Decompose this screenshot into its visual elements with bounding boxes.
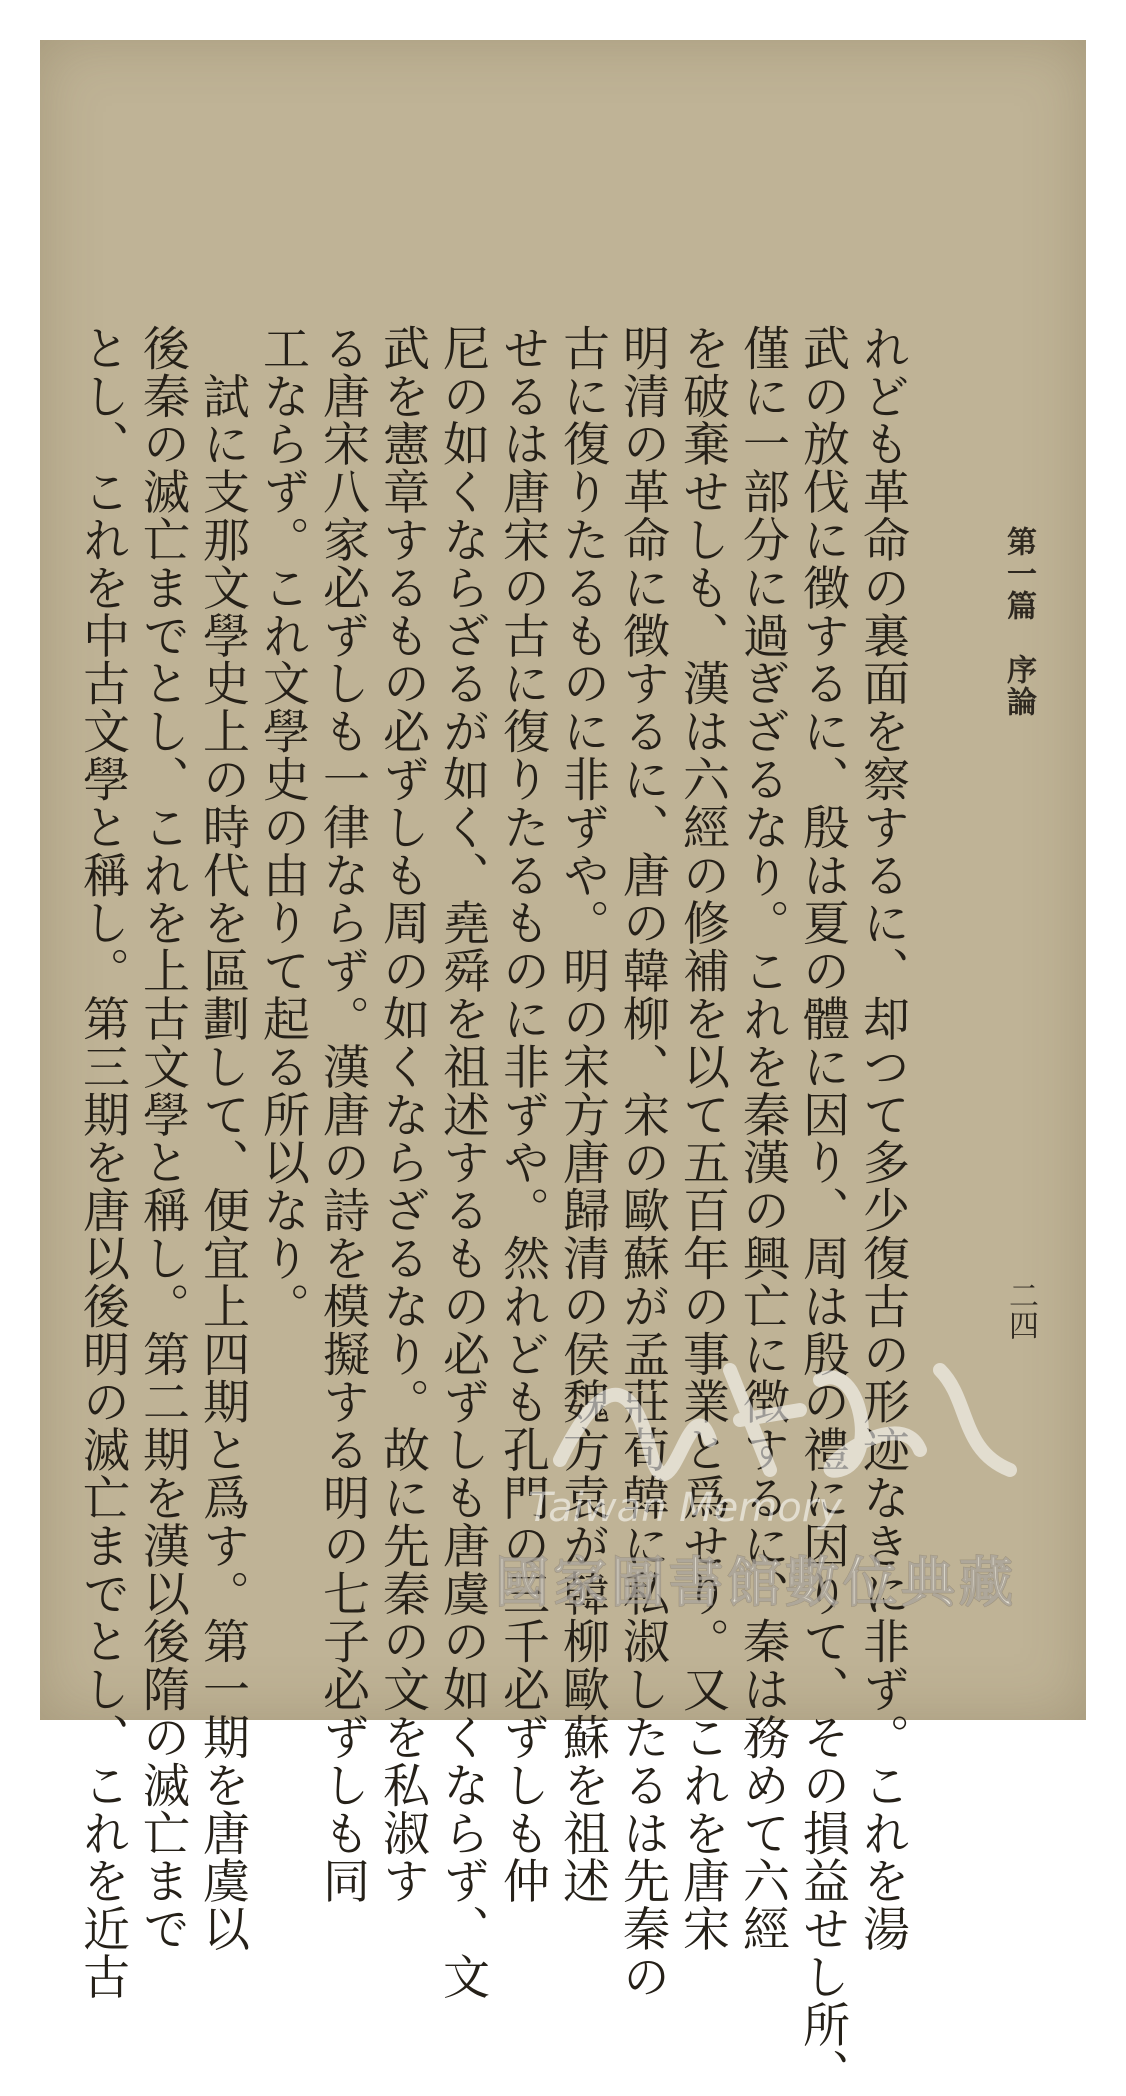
text-line: れども革命の裏面を察するに、却つて多少復古の形迹なきに非ず。これを湯 [855,324,910,1953]
text-line: 武の放伐に徴するに、殷は夏の體に因り、周は殷の禮に因りて、その損益せし所、 [795,324,850,2096]
text-line: 僅に一部分に過ぎざるなり。これを秦漢の興亡に徴するに、秦は務めて六經 [735,324,790,1953]
text-line: 後秦の滅亡までとし、これを上古文學と稱し。第二期を漢以後隋の滅亡まで [135,324,190,1953]
page-number: 二四 [1003,1280,1038,1340]
watermark-english: Taiwan Memory [528,1485,842,1531]
text-line: 武を憲章するもの必ずしも周の如くならざるなり。故に先秦の文を私淑す [375,324,430,1905]
text-line: 古に復りたるものに非ずや。明の宋方唐歸清の侯魏方袁が韓柳歐蘇を祖述 [555,324,610,1905]
watermark-seal-icon [540,1340,1030,1490]
text-line: とし、これを中古文學と稱し。第三期を唐以後明の滅亡までとし、これを近古 [75,324,130,2001]
text-line: 工ならず。これ文學史の由りて起る所以なり。 [255,324,310,1330]
text-line: 試に支那文學史上の時代を區劃して、便宜上四期と爲す。第一期を唐虞以 [195,324,250,1953]
text-line: せるは唐宋の古に復りたるものに非ずや。然れども孔門の三千必ずしも仲 [495,324,550,1905]
text-line: る唐宋八家必ずしも一律ならず。漢唐の詩を模擬する明の七子必ずしも同 [315,324,370,1905]
book-page [40,40,1086,2096]
text-line: を破棄せしも、漢は六經の修補を以て五百年の事業と爲せり。又これを唐宋 [675,324,730,1953]
text-line: 明清の革命に徴するに、唐の韓柳、宋の歐蘇が孟莊荀韓に私淑したるは先秦の [615,324,670,2001]
text-line: 尼の如くならざるが如く、堯舜を祖述するもの必ずしも唐虞の如くならず、文 [435,324,490,2001]
watermark-chinese: 國家圖書館數位典藏 [495,1551,1017,1614]
running-header-title: 第一篇 序論 [1001,526,1036,718]
